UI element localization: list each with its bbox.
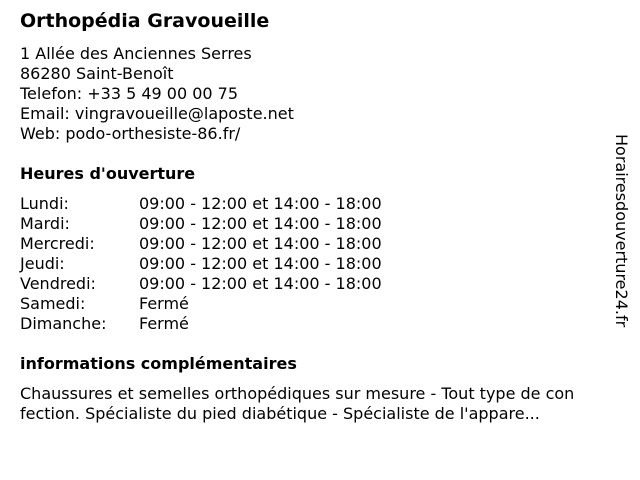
time-range: 09:00 - 12:00 et 14:00 - 18:00 [139,274,382,293]
time-range: 09:00 - 12:00 et 14:00 - 18:00 [139,194,382,213]
additional-info-heading: informations complémentaires [20,354,297,373]
city-postcode: 86280 Saint-Benoît [20,64,174,83]
info-line-1: Chaussures et semelles orthopédiques sur mesure - Tout type de con [20,384,575,403]
opening-hours-heading: Heures d'ouverture [20,164,196,183]
contact-block [20,44,294,144]
time-range: Fermé [139,294,189,313]
time-range: 09:00 - 12:00 et 14:00 - 18:00 [139,234,382,253]
day-label: Lundi: [20,194,69,213]
day-label: Dimanche: [20,314,107,333]
day-label: Mercredi: [20,234,95,253]
day-label: Mardi: [20,214,70,233]
info-line-2: fection. Spécialiste du pied diabétique - Spécialiste de l'appare... [20,404,540,423]
phone-line: Telefon: +33 5 49 00 00 75 [20,84,239,103]
business-name: Orthopédia Gravoueille [20,10,270,32]
day-label: Vendredi: [20,274,96,293]
email-line: Email: vingravoueille@laposte.net [20,104,294,123]
site-watermark: Horairesdouverture24.fr [612,134,631,328]
day-label: Jeudi: [20,254,65,273]
time-range: 09:00 - 12:00 et 14:00 - 18:00 [139,254,382,273]
web-line: Web: podo-orthesiste-86.fr/ [20,124,241,143]
additional-info-text [20,384,574,424]
day-label: Samedi: [20,294,86,313]
time-range: 09:00 - 12:00 et 14:00 - 18:00 [139,214,382,233]
time-range: Fermé [139,314,189,333]
street-address: 1 Allée des Anciennes Serres [20,44,252,63]
